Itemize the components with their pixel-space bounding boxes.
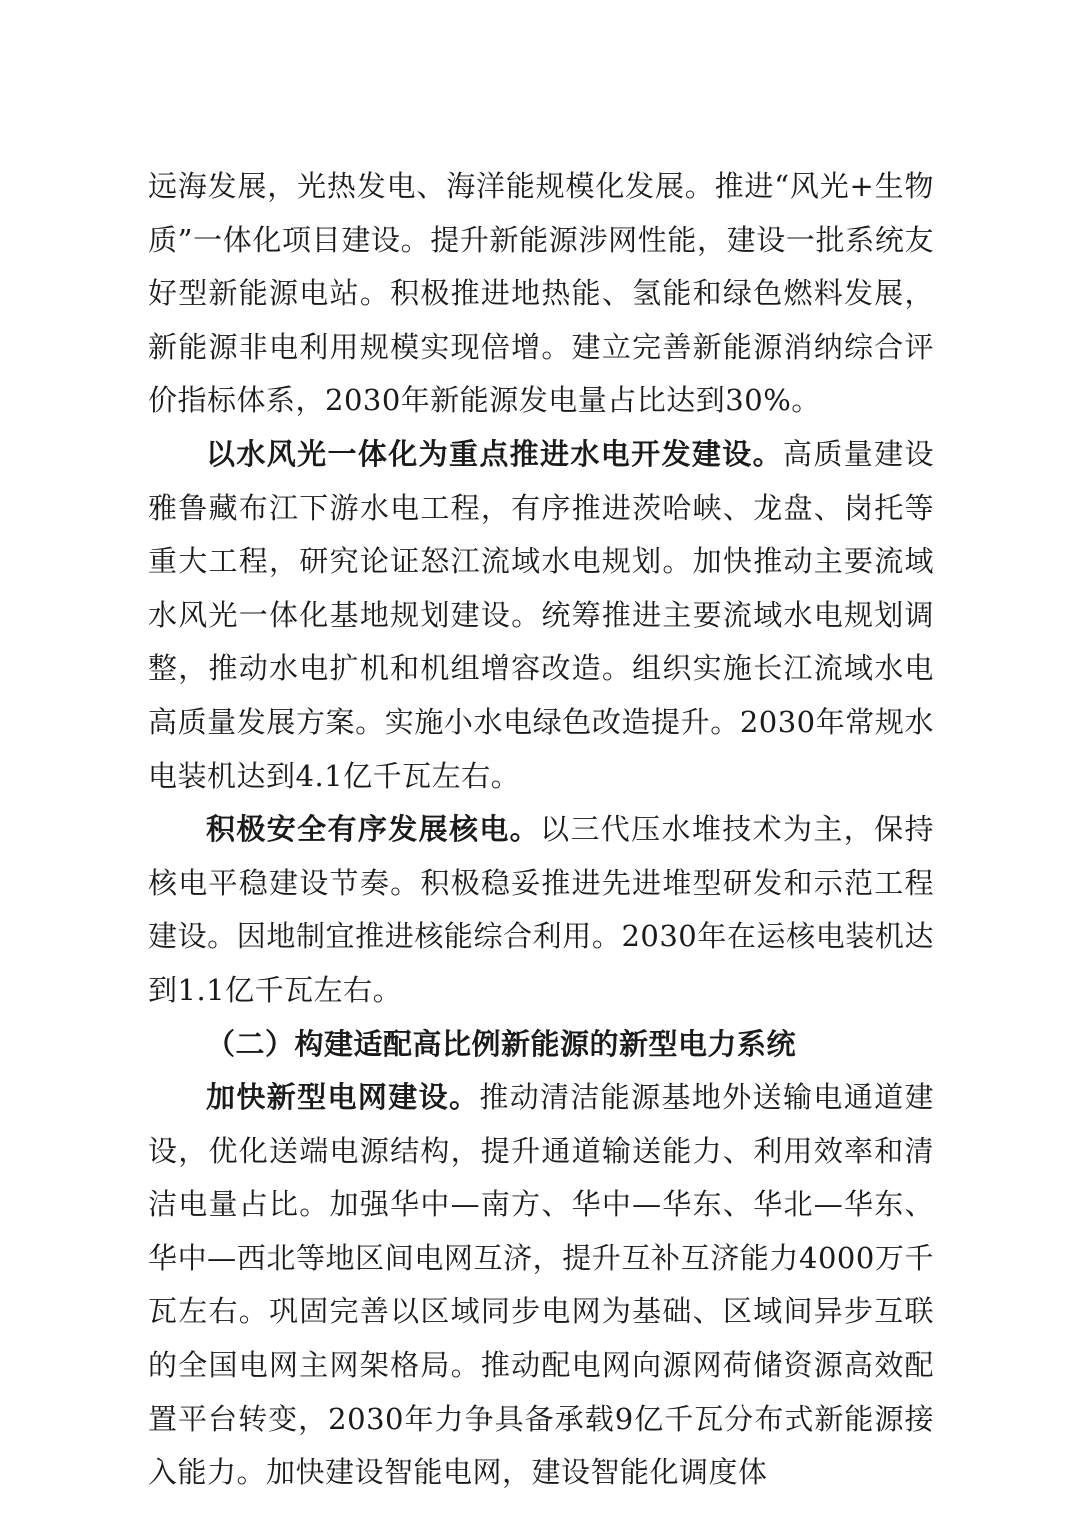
document-body xyxy=(148,160,934,1500)
paragraph-nuclear xyxy=(148,803,934,1017)
paragraph-body: 高质量建设雅鲁藏布江下游水电工程，有序推进茨哈峡、龙盘、岗托等重大工程，研究论证怒江流域水电规划。加快推动主要流域水风光一体化基地规划建设。统筹推进主要流域水电规划调整，推动水电扩机和机组增容改造。组织实施长江流域水电高质量发展方案。实施小水电绿色改造提升。2030年常规水电装机达到4.1亿千瓦左右。 xyxy=(148,436,934,793)
paragraph-power-grid xyxy=(148,1071,934,1500)
paragraph-hydropower xyxy=(148,428,934,803)
paragraph-lead: 积极安全有序发展核电。 xyxy=(206,812,541,847)
section-heading: （二）构建适配高比例新能源的新型电力系统 xyxy=(206,1026,797,1061)
paragraph-renewables-continued xyxy=(148,160,934,428)
paragraph-body: 以三代压水堆技术为主，保持核电平稳建设节奏。积极稳妥推进先进堆型研发和示范工程建设。因地制宜推进核能综合利用。2030年在运核电装机达到1.1亿千瓦左右。 xyxy=(148,812,934,1007)
paragraph-body: 远海发展，光热发电、海洋能规模化发展。推进“风光+生物质”一体化项目建设。提升新能源涉网性能，建设一批系统友好型新能源电站。积极推进地热能、氢能和绿色燃料发展，新能源非电利用规模实现倍增。建立完善新能源消纳综合评价指标体系，2030年新能源发电量占比达到30%。 xyxy=(148,169,934,418)
paragraph-body: 推动清洁能源基地外送输电通道建设，优化送端电源结构，提升通道输送能力、利用效率和清洁电量占比。加强华中—南方、华中—华东、华北—华东、华中—西北等地区间电网互济，提升互补互济能力4000万千瓦左右。巩固完善以区域同步电网为基础、区域间异步互联的全国电网主网架格局。推动配电网向源网荷储资源高效配置平台转变，2030年力争具备承载9亿千瓦分布式新能源接入能力。加快建设智能电网，建设智能化调度体 xyxy=(148,1080,934,1490)
paragraph-lead: 以水风光一体化为重点推进水电开发建设。 xyxy=(206,436,783,471)
paragraph-lead: 加快新型电网建设。 xyxy=(206,1080,480,1115)
